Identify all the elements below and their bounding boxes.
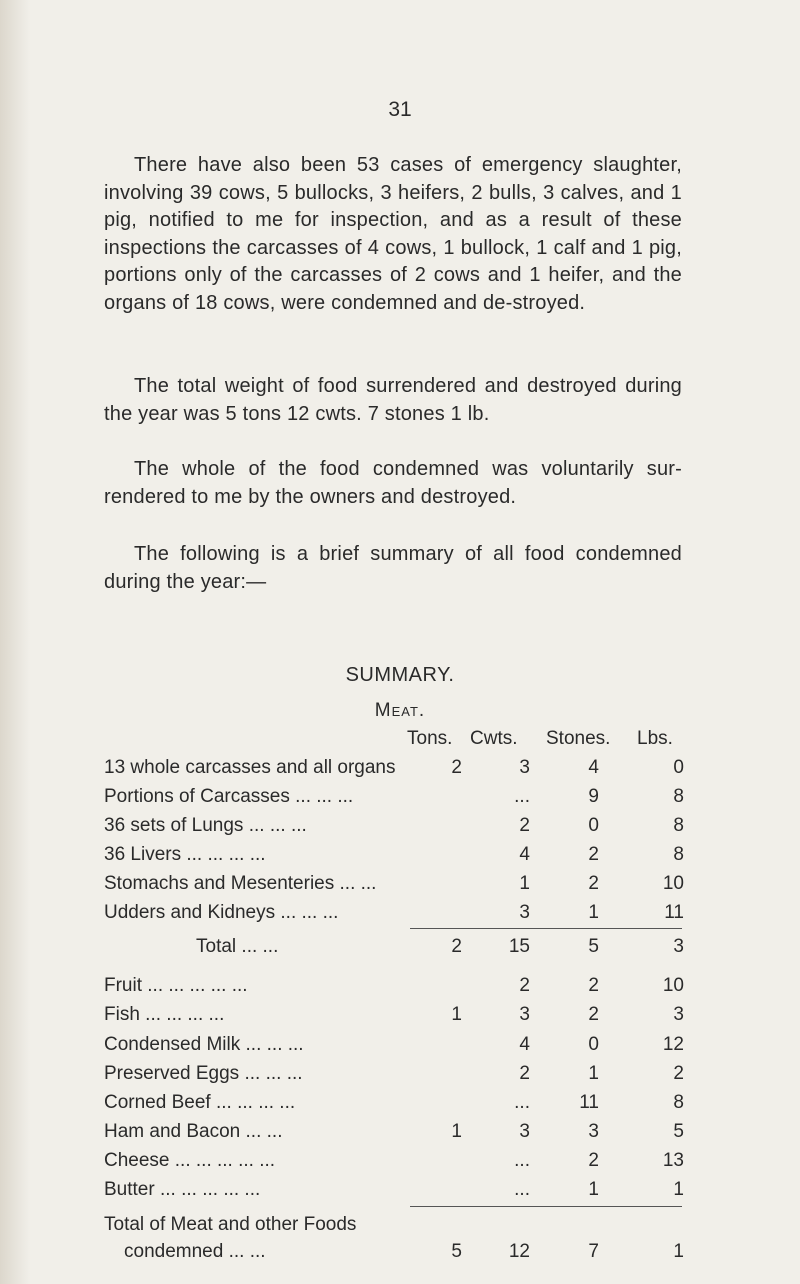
table-row-livers (104, 844, 684, 870)
cell-stones: 0 (588, 815, 599, 836)
row-label: Fruit ... ... ... ... ... (104, 975, 248, 996)
cell-cwts: 2 (519, 1063, 530, 1084)
table-row-condensed-milk (104, 1034, 684, 1060)
table-row-fruit (104, 975, 684, 1001)
table-row-portions (104, 786, 684, 812)
cell-lbs: 3 (673, 936, 684, 957)
cell-lbs: 13 (662, 1150, 684, 1171)
paragraph-emergency-slaughter (104, 152, 682, 317)
row-label: Cheese ... ... ... ... ... (104, 1150, 276, 1171)
paragraph-text: The total weight of food surrendered and destroyed during the year was 5 tons 12 cwts. 7 stones 1 lb. (104, 375, 682, 425)
cell-stones: 1 (588, 902, 599, 923)
column-header-cwts: Cwts. (470, 728, 518, 749)
cell-cwts: ... (514, 786, 530, 807)
column-header-stones: Stones. (546, 728, 611, 749)
row-label: 13 whole carcasses and all organs (104, 757, 396, 778)
table-row-ham-bacon (104, 1121, 684, 1147)
table-row-cheese (104, 1150, 684, 1176)
cell-lbs: 1 (673, 1241, 684, 1262)
cell-lbs: 10 (662, 873, 684, 894)
cell-tons: 2 (451, 936, 462, 957)
cell-cwts: 2 (519, 815, 530, 836)
cell-stones: 2 (588, 975, 599, 996)
column-header-lbs: Lbs. (637, 728, 673, 749)
cell-cwts: ... (514, 1092, 530, 1113)
grand-total-rule (410, 1206, 682, 1207)
cell-stones: 7 (588, 1241, 599, 1262)
cell-tons: 1 (451, 1121, 462, 1142)
table-row-meat-total (104, 936, 684, 962)
row-label: Condensed Milk ... ... ... (104, 1034, 304, 1055)
row-label: Fish ... ... ... ... (104, 1004, 225, 1025)
cell-stones: 5 (588, 936, 599, 957)
row-label: 36 Livers ... ... ... ... (104, 844, 266, 865)
cell-cwts: 4 (519, 844, 530, 865)
table-row-whole-carcasses (104, 757, 684, 783)
table-row-grand-total (104, 1241, 684, 1267)
cell-lbs: 11 (664, 902, 684, 923)
cell-lbs: 8 (673, 815, 684, 836)
cell-stones: 1 (588, 1179, 599, 1200)
row-label: Butter ... ... ... ... ... (104, 1179, 261, 1200)
table-row-grand-total-label (104, 1214, 684, 1240)
paragraph-voluntary (104, 456, 682, 511)
cell-cwts: 3 (519, 757, 530, 778)
page-number: 31 (388, 98, 412, 121)
row-label: condemned ... ... (124, 1241, 266, 1262)
cell-cwts: 2 (519, 975, 530, 996)
cell-lbs: 10 (662, 975, 684, 996)
summary-heading: SUMMARY. (345, 664, 455, 686)
cell-cwts: 12 (508, 1241, 530, 1262)
cell-tons: 2 (451, 757, 462, 778)
paragraph-summary-intro (104, 541, 682, 596)
cell-cwts: 3 (519, 902, 530, 923)
cell-stones: 2 (588, 1004, 599, 1025)
row-label: Stomachs and Mesenteries ... ... (104, 873, 377, 894)
cell-stones: 2 (588, 873, 599, 894)
table-row-udders (104, 902, 684, 928)
table-row-lungs (104, 815, 684, 841)
table-row-butter (104, 1179, 684, 1205)
row-label: Preserved Eggs ... ... ... (104, 1063, 303, 1084)
paragraph-text: There have also been 53 cases of emergency slaughter, involving 39 cows, 5 bullocks, 3 heifers, 2 bulls, 3 calves, and 1 pig, notified to me for inspection, and as a result of these inspections the carcasses of 4 cows, 1 bullock, 1 calf and 1 pig, portions only of the carcasses of 2 cows and 1 heifer, and the organs of 18 cows, were condemned and de-stroyed. (104, 154, 682, 314)
cell-cwts: 3 (519, 1004, 530, 1025)
cell-cwts: 15 (508, 936, 530, 957)
cell-stones: 2 (588, 1150, 599, 1171)
cell-lbs: 8 (673, 1092, 684, 1113)
cell-stones: 3 (588, 1121, 599, 1142)
cell-tons: 5 (451, 1241, 462, 1262)
cell-lbs: 3 (673, 1004, 684, 1025)
cell-lbs: 8 (673, 786, 684, 807)
table-row-fish (104, 1004, 684, 1030)
cell-stones: 11 (579, 1092, 599, 1113)
row-label: Total of Meat and other Foods (104, 1214, 357, 1235)
cell-stones: 9 (588, 786, 599, 807)
table-row-corned-beef (104, 1092, 684, 1118)
cell-lbs: 8 (673, 844, 684, 865)
cell-lbs: 1 (673, 1179, 684, 1200)
table-row-preserved-eggs (104, 1063, 684, 1089)
cell-lbs: 12 (662, 1034, 684, 1055)
cell-stones: 4 (588, 757, 599, 778)
subtotal-rule (410, 928, 682, 929)
cell-lbs: 2 (673, 1063, 684, 1084)
cell-cwts: ... (514, 1179, 530, 1200)
row-label: Ham and Bacon ... ... (104, 1121, 283, 1142)
cell-stones: 0 (588, 1034, 599, 1055)
table-row-stomachs (104, 873, 684, 899)
paragraph-text: The whole of the food condemned was voluntarily sur-rendered to me by the owners and destroyed. (104, 458, 682, 508)
cell-stones: 1 (588, 1063, 599, 1084)
meat-heading: Meat. (374, 700, 426, 721)
cell-cwts: 3 (519, 1121, 530, 1142)
column-header-tons: Tons. (407, 728, 453, 749)
cell-lbs: 5 (673, 1121, 684, 1142)
cell-cwts: 4 (519, 1034, 530, 1055)
page-edge-shadow (0, 0, 30, 1284)
cell-stones: 2 (588, 844, 599, 865)
row-label: Portions of Carcasses ... ... ... (104, 786, 354, 807)
paragraph-text: The following is a brief summary of all food condemned during the year:— (104, 543, 682, 593)
row-label: Total ... ... (196, 936, 279, 957)
cell-cwts: ... (514, 1150, 530, 1171)
row-label: Corned Beef ... ... ... ... (104, 1092, 296, 1113)
paragraph-total-weight (104, 373, 682, 428)
row-label: Udders and Kidneys ... ... ... (104, 902, 339, 923)
cell-cwts: 1 (519, 873, 530, 894)
cell-tons: 1 (451, 1004, 462, 1025)
cell-lbs: 0 (673, 757, 684, 778)
row-label: 36 sets of Lungs ... ... ... (104, 815, 307, 836)
